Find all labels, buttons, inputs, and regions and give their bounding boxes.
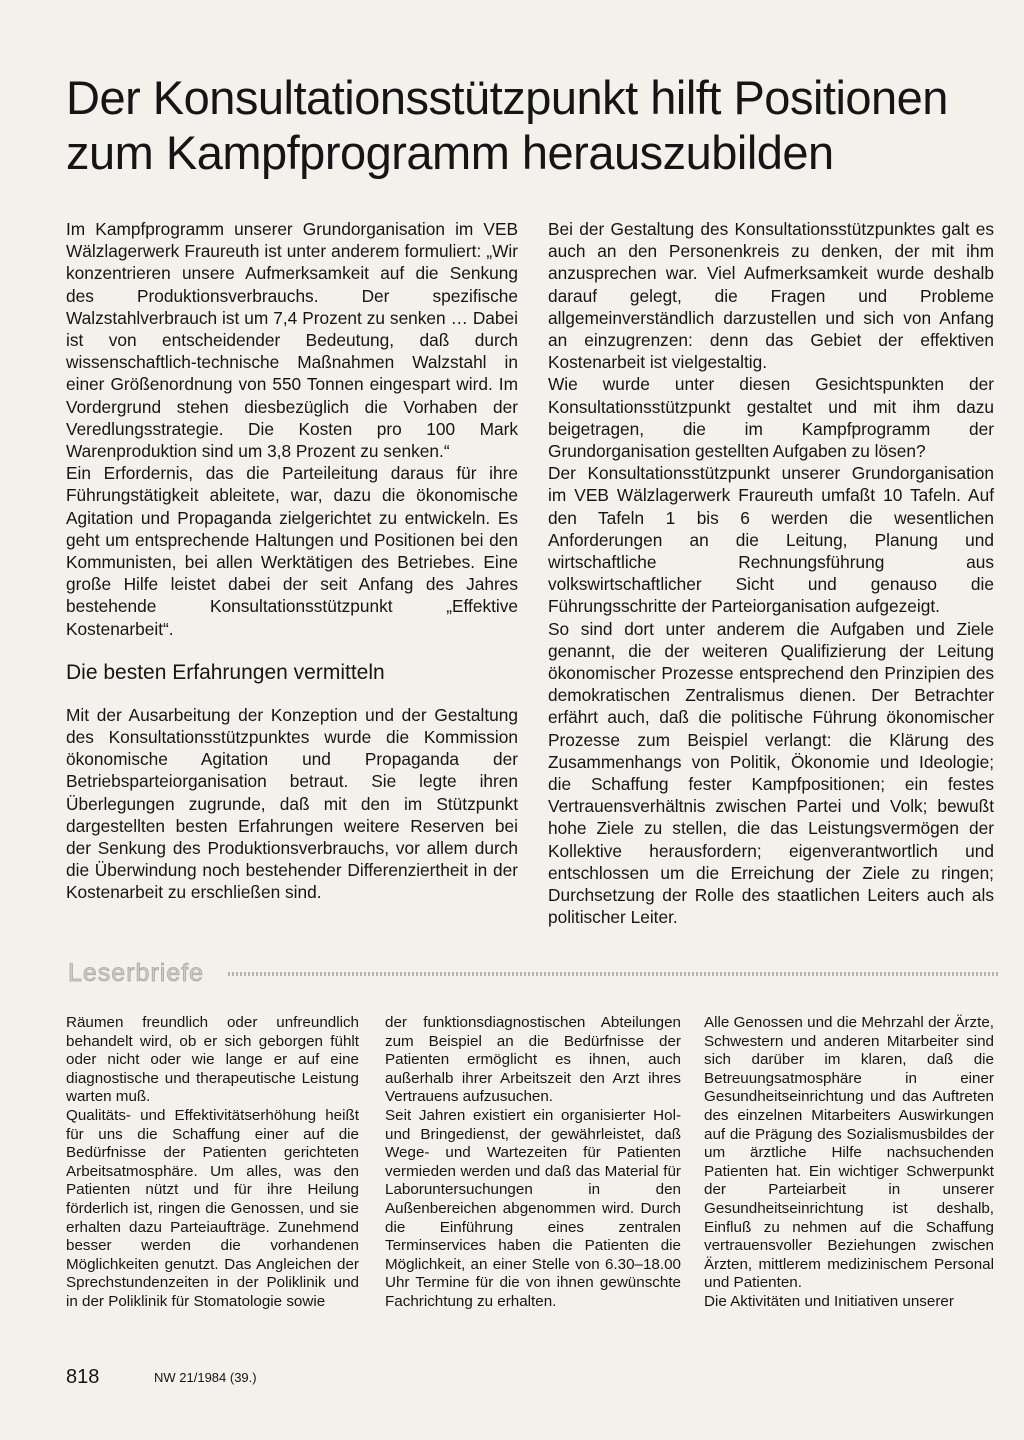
- section-divider: [228, 972, 998, 976]
- paragraph: Räumen freundlich oder unfreundlich behandelt wird, ob er sich geborgen fühlt oder nicht oder wie lange er auf eine diagnostische und therapeutische Leistung warten muß.: [66, 1014, 359, 1106]
- paragraph: Der Konsultationsstützpunkt unserer Grundorganisation im VEB Wälzlagerwerk Fraureuth umfaßt 10 Tafeln. Auf den Tafeln 1 bis 6 werden die wesentlichen Anforderungen an die Leitung, Planung und wirtschaftliche Rechnungsführung aus volkswirtschaftlicher Sicht und genauso die Führungsschritte der Parteiorganisation aufgezeigt.: [548, 463, 994, 617]
- paragraph: Wie wurde unter diesen Gesichtspunkten der Konsultationsstützpunkt gestaltet und mit ihm dazu beigetragen, die im Kampfprogramm der Grundorganisation gestellten Aufgaben zu lösen?: [548, 374, 994, 462]
- letters-column-3: [704, 1014, 994, 1312]
- paragraph: Ein Erfordernis, das die Parteileitung daraus für ihre Führungstätigkeit ableitete, war, dazu die ökonomische Agitation und Propaganda zielgerichtet zu entwickeln. Es geht um entsprechende Haltungen und Positionen bei den Kommunisten, bei allen Werktätigen des Betriebes. Eine große Hilfe leistet dabei der seit Anfang des Jahres bestehende Konsultationsstützpunkt „Effektive Kostenarbeit“.: [66, 463, 518, 639]
- article-subheading: Die besten Erfahrungen vermitteln: [66, 660, 385, 684]
- paragraph: Bei der Gestaltung des Konsultationsstützpunktes galt es auch an den Personenkreis zu denken, der mit ihm anzusprechen war. Viel Aufmerksamkeit wurde deshalb darauf gelegt, die Fragen und Probleme allgemeinverständlich darzustellen und sich von Anfang an einzugrenzen: denn das Gebiet der effektiven Kostenarbeit ist vielgestaltig.: [548, 219, 994, 373]
- page-number: 818: [66, 1366, 100, 1388]
- paragraph: Seit Jahren existiert ein organisierter Hol- und Bringedienst, der gewährleistet, daß Wege- und Wartezeiten für Patienten vermieden werden und daß das Material für Laboruntersuchungen in den Außenbereichen abgenommen wird. Durch die Einführung eines zentralen Terminservices haben die Patienten die Möglichkeit, an einer Stelle von 6.30–18.00 Uhr Termine für die von ihnen gewünschte Fachrichtung zu erhalten.: [385, 1106, 681, 1310]
- paragraph: Qualitäts- und Effektivitätserhöhung heißt für uns die Schaffung einer auf die Bedürfnisse der Patienten gerichteten Arbeitsatmosphäre. Um alles, was den Patienten nützt und für ihre Heilung förderlich ist, ringen die Genossen, und sie erhalten dazu Parteiaufträge. Zunehmend besser werden die vorhandenen Möglichkeiten genutzt. Das Angleichen der Sprechstundenzeiten in der Poliklinik und in der Poliklinik für Stomatologie sowie: [66, 1106, 359, 1310]
- paragraph: Im Kampfprogramm unserer Grundorganisation im VEB Wälzlagerwerk Fraureuth ist unter anderem formuliert: „Wir konzentrieren unsere Aufmerksamkeit auf die Senkung des Produktionsverbrauchs. Der spezifische Walzstahlverbrauch ist um 7,4 Prozent zu senken … Dabei ist von entscheidender Bedeutung, daß durch wissenschaftlich-technische Maßnahmen Walzstahl in einer Größenordnung von 550 Tonnen eingespart wird. Im Vordergrund stehen diesbezüglich die Vorhaben der Veredlungsstrategie. Die Kosten pro 100 Mark Warenproduktion sind um 3,8 Prozent zu senken.“: [66, 219, 518, 462]
- paragraph: Alle Genossen und die Mehrzahl der Ärzte, Schwestern und anderen Mitarbeiter sind sich darüber im klaren, daß die Betreuungsatmosphäre in einer Gesundheitseinrichtung und das Auftreten des einzelnen Mitarbeiters Auswirkungen auf die Prägung des Sozialismusbildes der um ärztliche Hilfe nachsuchenden Patienten hat. Ein wichtiger Schwerpunkt der Parteiarbeit in unserer Gesundheitseinrichtung ist deshalb, Einfluß zu nehmen auf die Schaffung vertrauensvoller Beziehungen zwischen Ärzten, mittlerem medizinischem Personal und Patienten.: [704, 1014, 994, 1292]
- leserbriefe-header: [68, 958, 998, 988]
- article-column-left: [66, 218, 518, 904]
- leserbriefe-title: Leserbriefe: [68, 959, 205, 987]
- paragraph: So sind dort unter anderem die Aufgaben und Ziele genannt, die der weiteren Qualifizierung der Leitung ökonomischer Prozesse entsprechend den Prinzipien des demokratischen Zentralismus dienen. Der Betrachter erfährt auch, daß die politische Führung ökonomischer Prozesse zum Beispiel verlangt: die Klärung des Zusammenhangs von Politik, Ökonomie und Ideologie; die Schaffung fester Kampfpositionen; ein festes Vertrauensverhältnis zwischen Partei und Volk; bewußt hohe Ziele zu stellen, die das Leistungsvermögen der Kollektive herausfordern; eigenverantwortlich und entschlossen um die Erreichung der Ziele zu ringen; Durchsetzung der Rolle des staatlichen Leiters auch als politischer Leiter.: [548, 618, 994, 928]
- paragraph: Die Aktivitäten und Initiativen unserer: [704, 1292, 954, 1310]
- article-column-right: [548, 218, 994, 929]
- letters-column-1: [66, 1014, 359, 1312]
- paragraph: der funktionsdiagnostischen Abteilungen zum Beispiel an die Bedürfnisse der Patienten ermöglicht es ihnen, auch außerhalb ihrer Arbeitszeit den Arzt ihres Vertrauens aufzusuchen.: [385, 1014, 681, 1106]
- issue-label: NW 21/1984 (39.): [154, 1370, 257, 1385]
- letters-column-2: [385, 1014, 681, 1312]
- paragraph: Mit der Ausarbeitung der Konzeption und der Gestaltung des Konsultationsstützpunktes wurde die Kommission ökonomische Agitation und Propaganda der Betriebsparteiorganisation betraut. Sie legte ihren Überlegungen zugrunde, daß mit den im Stützpunkt dargestellten besten Erfahrungen weitere Reserven bei der Senkung des Produktionsverbrauchs, vor allem durch die Überwindung noch bestehender Differenziertheit in der Kostenarbeit zu erschließen sind.: [66, 704, 518, 903]
- article-headline: Der Konsultationsstützpunkt hilft Positionen zum Kampfprogramm herauszubilden: [66, 71, 948, 179]
